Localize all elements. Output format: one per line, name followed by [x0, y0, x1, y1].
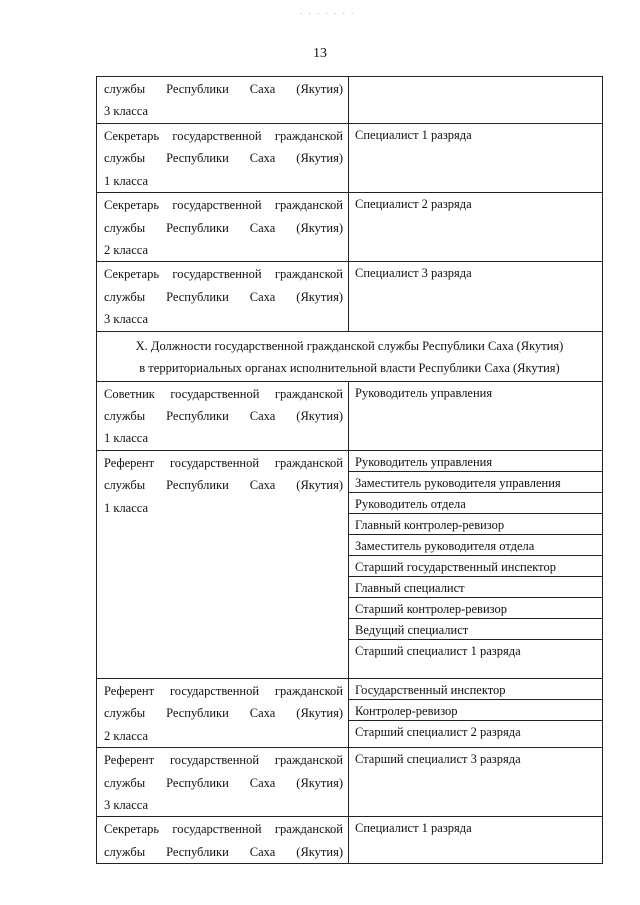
position-item: Главный контролер-ревизор	[349, 514, 602, 535]
position-item: Заместитель руководителя отдела	[349, 535, 602, 556]
section-heading	[97, 331, 603, 381]
rank-cell	[97, 748, 349, 817]
rank-line: службы Республики Саха (Якутия)	[104, 775, 343, 790]
rank-line: Референт государственной гражданской	[104, 683, 343, 698]
table-row	[97, 748, 603, 817]
position-cell: Старший специалист 3 разряда	[349, 748, 603, 817]
position-cell: Руководитель управления	[349, 381, 603, 450]
rank-line: Секретарь государственной гражданской	[104, 129, 343, 143]
header-dots: . . . . . . .	[300, 6, 356, 16]
section-heading-line: X. Должности государственной гражданской службы Республики Саха (Якутия)	[135, 338, 564, 353]
position-item: Старший специалист 2 разряда	[355, 724, 521, 739]
table-row	[97, 817, 603, 864]
rank-line: 2 класса	[104, 243, 149, 258]
rank-line: 1 класса	[104, 431, 149, 446]
rank-line: Секретарь государственной гражданской	[104, 267, 343, 282]
rank-line: Советник государственной гражданской	[104, 386, 343, 401]
rank-line: 1 класса	[104, 173, 149, 188]
position-item: Государственный инспектор	[349, 679, 602, 700]
rank-line: службы Республики Саха (Якутия)	[104, 478, 343, 493]
position-item: Заместитель руководителя управления	[349, 472, 602, 493]
position-list	[349, 678, 603, 747]
position-cell: Специалист 2 разряда	[349, 193, 603, 262]
rank-line: службы Республики Саха (Якутия)	[104, 409, 343, 424]
rank-cell	[97, 678, 349, 747]
position-item: Контролер-ревизор	[349, 700, 602, 721]
positions-table	[96, 76, 603, 864]
position-item: Старший специалист 1 разряда	[355, 643, 521, 658]
position-item: Ведущий специалист	[349, 619, 602, 640]
section-heading-line: в территориальных органах исполнительной власти Республики Саха (Якутия)	[139, 360, 560, 375]
page-number: 13	[313, 46, 327, 61]
table-row	[97, 678, 603, 747]
table-row	[97, 262, 603, 331]
rank-line: службы Республики Саха (Якутия)	[104, 706, 343, 721]
rank-line: службы Республики Саха (Якутия)	[104, 220, 343, 235]
table-row	[97, 124, 603, 193]
position-item: Руководитель отдела	[349, 493, 602, 514]
position-cell	[349, 77, 603, 124]
position-item: Руководитель управления	[349, 451, 602, 472]
position-cell: Специалист 3 разряда	[349, 262, 603, 331]
rank-line: службы Республики Саха (Якутия)	[104, 844, 343, 859]
rank-line: 2 класса	[104, 728, 149, 743]
rank-line: службы Республики Саха (Якутия)	[104, 151, 343, 166]
rank-line: Референт государственной гражданской	[104, 753, 343, 768]
table-row	[97, 193, 603, 262]
section-header-row	[97, 331, 603, 381]
rank-cell	[97, 381, 349, 450]
rank-line: Секретарь государственной гражданской	[104, 198, 343, 213]
rank-line: 1 класса	[104, 500, 149, 515]
rank-cell	[97, 124, 349, 193]
position-item: Старший контролер-ревизор	[349, 598, 602, 619]
position-list	[349, 450, 603, 678]
rank-cell	[97, 77, 349, 124]
rank-line: Референт государственной гражданской	[104, 455, 343, 470]
position-item: Главный специалист	[349, 577, 602, 598]
rank-line: службы Республики Саха (Якутия)	[104, 289, 343, 304]
rank-cell	[97, 193, 349, 262]
rank-cell	[97, 817, 349, 864]
rank-line: 3 класса	[104, 312, 149, 327]
rank-cell	[97, 262, 349, 331]
table-row	[97, 450, 603, 678]
rank-line: 3 класса	[104, 797, 149, 812]
rank-cell	[97, 450, 349, 678]
table-row	[97, 77, 603, 124]
table-row	[97, 381, 603, 450]
position-item: Старший государственный инспектор	[349, 556, 602, 577]
position-cell: Специалист 1 разряда	[349, 817, 603, 864]
rank-line: Секретарь государственной гражданской	[104, 822, 343, 837]
rank-line: 3 класса	[104, 104, 149, 119]
rank-line: службы Республики Саха (Якутия)	[104, 82, 343, 96]
position-cell: Специалист 1 разряда	[349, 124, 603, 193]
